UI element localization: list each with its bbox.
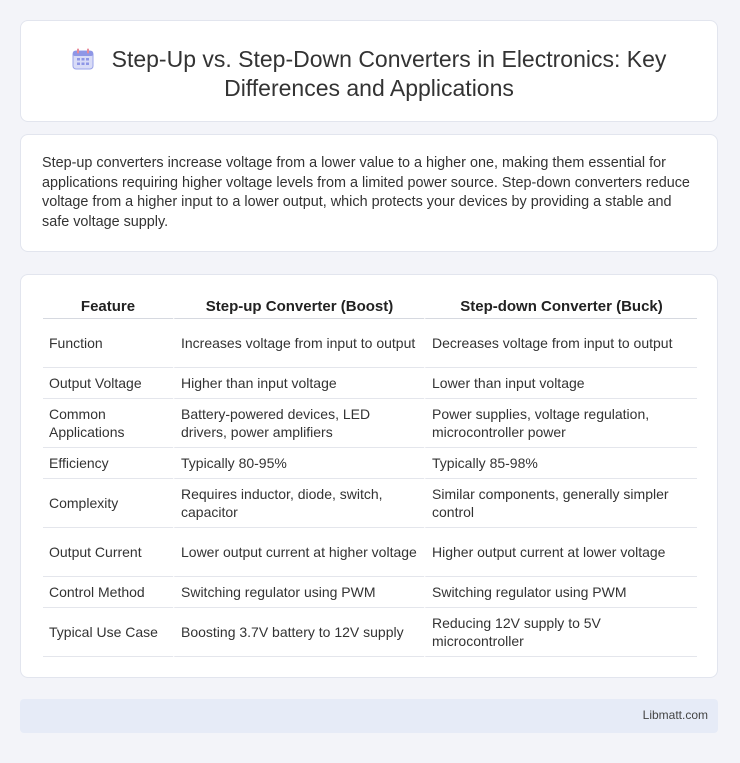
row-step-up: Higher than input voltage bbox=[173, 368, 424, 399]
intro-paragraph: Step-up converters increase voltage from a lower value to a higher one, making them essential for applications requiring higher voltage levels from a limited power source. Step-down converters reduce voltage from a higher input to a lower output, which protects your devices by providing a stable and safe voltage supply. bbox=[42, 155, 690, 230]
row-step-down: Decreases voltage from input to output bbox=[424, 319, 697, 368]
page-title-text: Step-Up vs. Step-Down Converters in Electronics: Key Differences and Applications bbox=[111, 46, 667, 101]
row-step-up: Typically 80-95% bbox=[173, 448, 424, 479]
footer-bar bbox=[20, 699, 718, 733]
row-step-up: Switching regulator using PWM bbox=[173, 577, 424, 608]
row-step-down: Switching regulator using PWM bbox=[424, 577, 697, 608]
table-row bbox=[43, 528, 697, 577]
header-step-down: Step-down Converter (Buck) bbox=[424, 295, 697, 319]
row-step-up: Boosting 3.7V battery to 12V supply bbox=[173, 608, 424, 657]
row-feature: Control Method bbox=[43, 577, 173, 608]
row-feature: Typical Use Case bbox=[43, 608, 173, 657]
title-card bbox=[20, 20, 718, 122]
calendar-icon bbox=[72, 48, 94, 70]
row-step-down: Typically 85-98% bbox=[424, 448, 697, 479]
table-row bbox=[43, 448, 697, 479]
row-step-down: Power supplies, voltage regulation, microcontroller power bbox=[424, 399, 697, 448]
title-block bbox=[21, 45, 717, 103]
header-feature: Feature bbox=[43, 295, 173, 319]
row-step-up: Battery-powered devices, LED drivers, power amplifiers bbox=[173, 399, 424, 448]
row-step-up: Lower output current at higher voltage bbox=[173, 528, 424, 577]
row-feature: Output Voltage bbox=[43, 368, 173, 399]
table-header-row bbox=[43, 295, 697, 319]
row-feature: Complexity bbox=[43, 479, 173, 528]
footer-brand: Libmatt.com bbox=[642, 708, 708, 722]
row-step-down: Higher output current at lower voltage bbox=[424, 528, 697, 577]
comparison-card bbox=[20, 274, 718, 678]
row-step-up: Increases voltage from input to output bbox=[173, 319, 424, 368]
comparison-table bbox=[43, 295, 697, 657]
table-row bbox=[43, 368, 697, 399]
row-step-down: Reducing 12V supply to 5V microcontroller bbox=[424, 608, 697, 657]
row-feature: Common Applications bbox=[43, 399, 173, 448]
intro-card bbox=[20, 134, 718, 252]
table-row bbox=[43, 608, 697, 657]
page-title bbox=[21, 45, 717, 103]
header-step-up: Step-up Converter (Boost) bbox=[173, 295, 424, 319]
table-row bbox=[43, 577, 697, 608]
row-step-down: Lower than input voltage bbox=[424, 368, 697, 399]
row-step-up: Requires inductor, diode, switch, capacitor bbox=[173, 479, 424, 528]
row-feature: Output Current bbox=[43, 528, 173, 577]
row-feature: Function bbox=[43, 319, 173, 368]
table-row bbox=[43, 319, 697, 368]
table-row bbox=[43, 399, 697, 448]
table-row bbox=[43, 479, 697, 528]
row-step-down: Similar components, generally simpler control bbox=[424, 479, 697, 528]
row-feature: Efficiency bbox=[43, 448, 173, 479]
